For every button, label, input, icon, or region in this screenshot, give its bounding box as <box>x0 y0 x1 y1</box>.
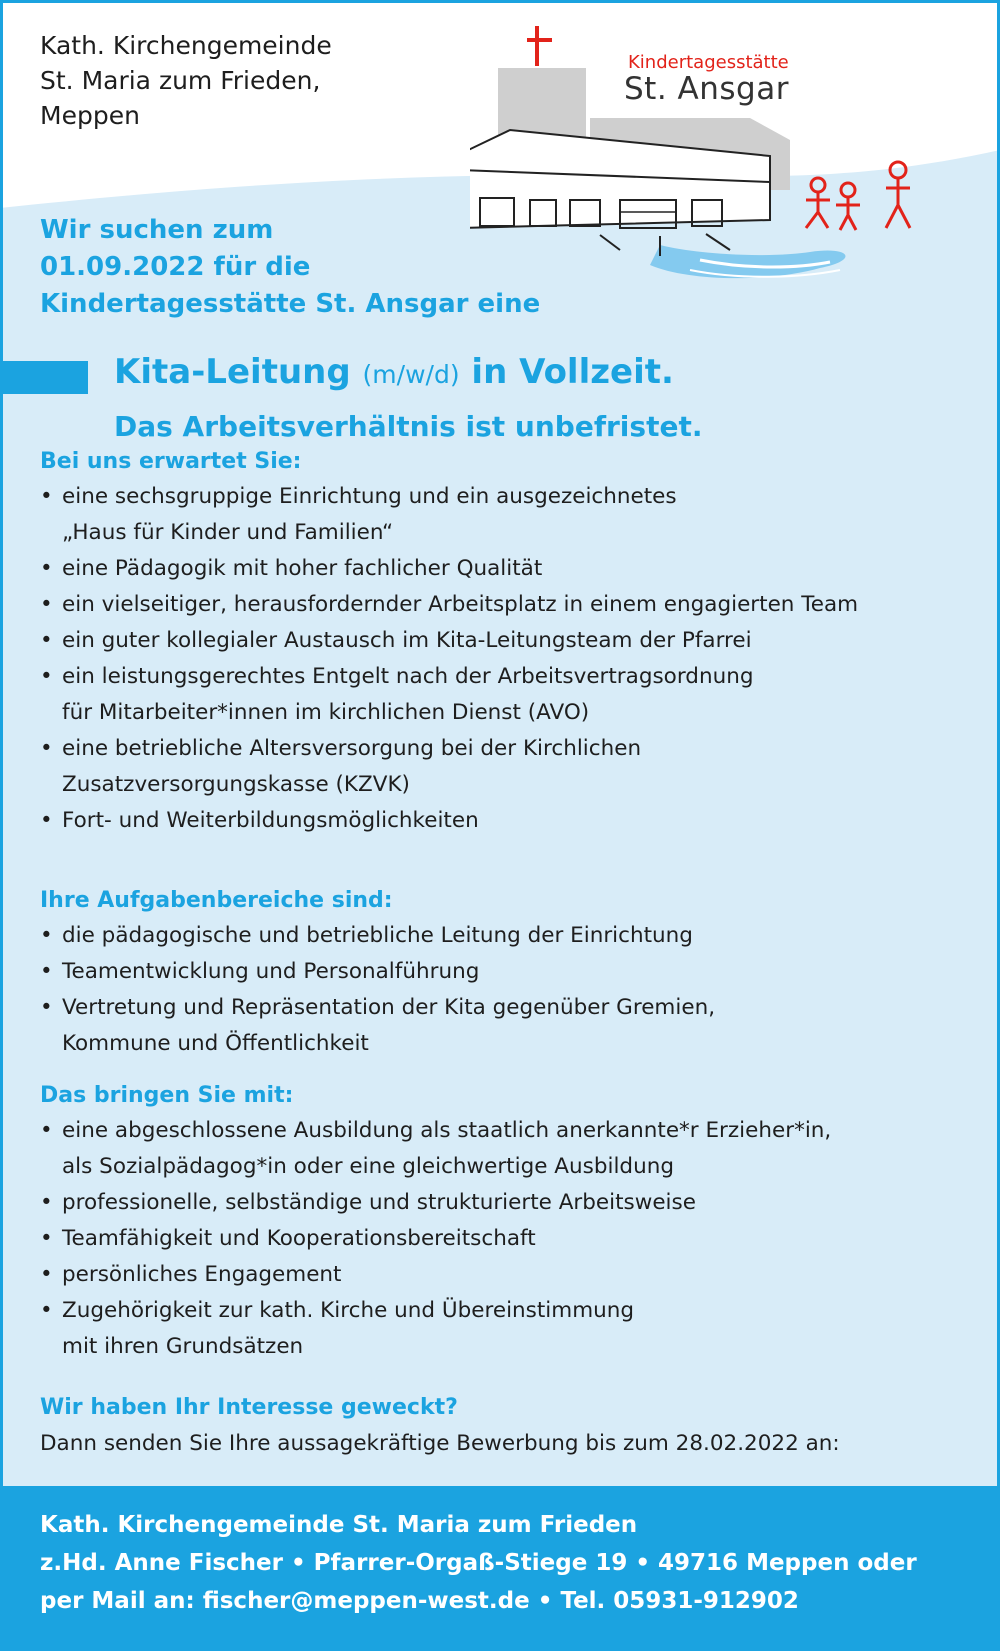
contact-footer <box>0 1486 1000 1651</box>
job-title <box>114 352 674 392</box>
intro-line: Wir suchen zum <box>40 215 274 245</box>
list-item: • eine sechsgruppige Einrichtung und ein ausgezeichnetes „Haus für Kinder und Familien“ <box>40 479 970 551</box>
list-item: • ein leistungsgerechtes Entgelt nach der Arbeitsvertragsordnung für Mitarbeiter*innen im kirchlichen Dienst (AVO) <box>40 659 970 731</box>
list-item: • persönliches Engagement <box>40 1257 970 1293</box>
section-title: Bei uns erwartet Sie: <box>40 449 302 474</box>
list-item: • ein guter kollegialer Austausch im Kita-Leitungsteam der Pfarrei <box>40 623 970 659</box>
contract-note: Das Arbeitsverhältnis ist unbefristet. <box>114 410 703 443</box>
gender-note: (m/w/d) <box>362 360 460 389</box>
logo-title: Kindertagesstätte <box>628 52 789 73</box>
parish-line: St. Maria zum Frieden, <box>40 66 321 95</box>
footer-line: Kath. Kirchengemeinde St. Maria zum Frieden <box>40 1512 638 1538</box>
list-item: • eine betriebliche Altersversorgung bei der Kirchlichen Zusatzversorgungskasse (KZVK) <box>40 731 970 803</box>
parish-line: Meppen <box>40 101 140 130</box>
section-title: Das bringen Sie mit: <box>40 1083 294 1108</box>
cta-title: Wir haben Ihr Interesse geweckt? <box>40 1395 458 1420</box>
children-figures-icon <box>806 162 910 230</box>
section-tasks <box>40 886 970 1062</box>
intro-line: Kindertagesstätte St. Ansgar eine <box>40 289 541 319</box>
job-scope: in Vollzeit. <box>471 352 674 392</box>
list-item: • Zugehörigkeit zur kath. Kirche und Übereinstimmung mit ihren Grundsätzen <box>40 1293 970 1365</box>
list-item: • die pädagogische und betriebliche Leitung der Einrichtung <box>40 918 970 954</box>
section-requirements <box>40 1081 970 1365</box>
parish-line: Kath. Kirchengemeinde <box>40 31 332 60</box>
section-title: Ihre Aufgabenbereiche sind: <box>40 888 393 913</box>
logo-name: St. Ansgar <box>624 71 789 107</box>
accent-bar <box>0 361 88 394</box>
intro-line: 01.09.2022 für die <box>40 252 311 282</box>
footer-contact-line: per Mail an: fischer@meppen-west.de • Tel. 05931-912902 <box>40 1588 799 1614</box>
intro-text <box>40 212 540 323</box>
list-item: • Fort- und Weiterbildungsmöglichkeiten <box>40 803 970 839</box>
list-item: • Teamfähigkeit und Kooperationsbereitschaft <box>40 1221 970 1257</box>
footer-line: z.Hd. Anne Fischer • Pfarrer-Orgaß-Stiege 19 • 49716 Meppen oder <box>40 1550 917 1576</box>
cross-icon <box>527 26 552 66</box>
parish-name <box>40 28 332 133</box>
list-item: • Teamentwicklung und Personalführung <box>40 954 970 990</box>
cta-text: Dann senden Sie Ihre aussagekräftige Bewerbung bis zum 28.02.2022 an: <box>40 1431 840 1456</box>
list-item: • ein vielseitiger, herausfordernder Arbeitsplatz in einem engagierten Team <box>40 587 970 623</box>
list-item: • eine abgeschlossene Ausbildung als staatlich anerkannte*r Erzieher*in, als Sozialpädagog*in oder eine gleichwertige Ausbildung <box>40 1113 970 1185</box>
list-item: • eine Pädagogik mit hoher fachlicher Qualität <box>40 551 970 587</box>
section-benefits <box>40 447 970 839</box>
job-position: Kita-Leitung <box>114 352 351 392</box>
list-item: • Vertretung und Repräsentation der Kita gegenüber Gremien, Kommune und Öffentlichkeit <box>40 990 970 1062</box>
list-item: • professionelle, selbständige und strukturierte Arbeitsweise <box>40 1185 970 1221</box>
